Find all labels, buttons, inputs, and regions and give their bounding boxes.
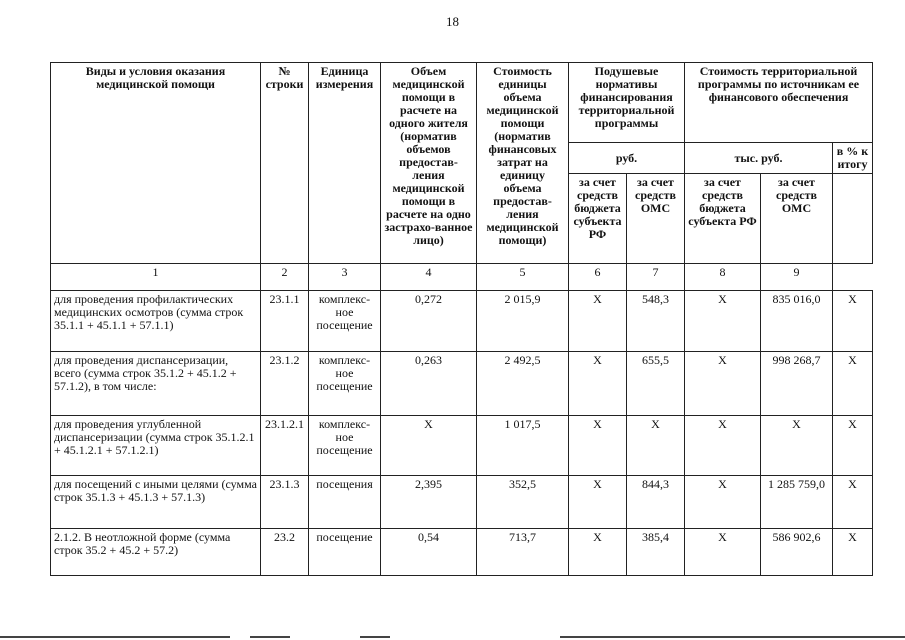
- header-pc-oms: за счет средств ОМС: [627, 174, 685, 264]
- row-volume: X: [381, 416, 477, 476]
- header-rub: руб.: [569, 143, 685, 174]
- row-pr-budget: X: [685, 352, 761, 416]
- row-number: 23.1.3: [261, 476, 309, 529]
- table-row: [51, 416, 873, 476]
- row-pct: X: [833, 416, 873, 476]
- row-pct: X: [833, 352, 873, 416]
- row-number: 23.1.2: [261, 352, 309, 416]
- row-unit: комплекс-ное посещение: [309, 416, 381, 476]
- row-cost: 1 017,5: [477, 416, 569, 476]
- row-cost: 352,5: [477, 476, 569, 529]
- row-pc-oms: 655,5: [627, 352, 685, 416]
- header-cost: Стоимость единицы объема медицинской помощи (норматив финансовых затрат на единицу объема предостав-ления медицинской помощи): [477, 63, 569, 264]
- column-number: 9: [761, 264, 833, 291]
- row-pr-oms: X: [761, 416, 833, 476]
- row-cost: 2 015,9: [477, 291, 569, 352]
- header-thous-rub: тыс. руб.: [685, 143, 833, 174]
- header-volume: Объем медицинской помощи в расчете на одного жителя (норматив объемов предостав-ления медицинской помощи в расчете на одно застрахо-ванное лицо): [381, 63, 477, 264]
- row-unit: комплекс-ное посещение: [309, 291, 381, 352]
- row-pc-budget: X: [569, 416, 627, 476]
- row-pc-oms: 385,4: [627, 529, 685, 576]
- header-program-cost: Стоимость территориальной программы по источникам ее финансового обеспечения: [685, 63, 873, 143]
- row-pc-budget: X: [569, 529, 627, 576]
- row-pr-budget: X: [685, 529, 761, 576]
- row-pc-budget: X: [569, 476, 627, 529]
- row-pc-oms: 844,3: [627, 476, 685, 529]
- page-number: 18: [446, 14, 459, 29]
- column-numbers-row: [51, 264, 873, 291]
- row-pct: X: [833, 529, 873, 576]
- medical-care-table: [50, 62, 873, 576]
- header-pr-oms: за счет средств ОМС: [761, 174, 833, 264]
- column-number: 8: [685, 264, 761, 291]
- scan-edge-line: [250, 636, 290, 638]
- row-pr-oms: 586 902,6: [761, 529, 833, 576]
- row-pr-budget: X: [685, 416, 761, 476]
- header-row-no: № строки: [261, 63, 309, 264]
- column-number: 5: [477, 264, 569, 291]
- row-cost: 2 492,5: [477, 352, 569, 416]
- row-volume: 2,395: [381, 476, 477, 529]
- row-pc-budget: X: [569, 291, 627, 352]
- column-number: 6: [569, 264, 627, 291]
- header-unit: Единица измерения: [309, 63, 381, 264]
- scan-edge-line: [560, 636, 905, 638]
- row-pr-oms: 998 268,7: [761, 352, 833, 416]
- row-cost: 713,7: [477, 529, 569, 576]
- row-unit: комплекс-ное посещение: [309, 352, 381, 416]
- column-number: 4: [381, 264, 477, 291]
- row-label: 2.1.2. В неотложной форме (сумма строк 35.2 + 45.2 + 57.2): [51, 529, 261, 576]
- row-pc-oms: 548,3: [627, 291, 685, 352]
- row-label: для проведения профилактических медицинских осмотров (сумма строк 35.1.1 + 45.1.1 + 57.1.1): [51, 291, 261, 352]
- header-pc-budget: за счет средств бюджета субъекта РФ: [569, 174, 627, 264]
- row-pc-budget: X: [569, 352, 627, 416]
- row-number: 23.1.1: [261, 291, 309, 352]
- header-percent: в % к итогу: [833, 143, 873, 174]
- header-pr-budget: за счет средств бюджета субъекта РФ: [685, 174, 761, 264]
- header-per-capita: Подушевые нормативы финансирования территориальной программы: [569, 63, 685, 143]
- header-kind: Виды и условия оказания медицинской помощи: [51, 63, 261, 264]
- row-volume: 0,272: [381, 291, 477, 352]
- table-row: [51, 352, 873, 416]
- row-volume: 0,263: [381, 352, 477, 416]
- row-unit: посещения: [309, 476, 381, 529]
- row-pct: X: [833, 291, 873, 352]
- scan-edge-line: [0, 636, 230, 638]
- table-row: [51, 476, 873, 529]
- column-number: 2: [261, 264, 309, 291]
- table-row: [51, 529, 873, 576]
- header-empty: [833, 174, 873, 264]
- scan-edge-line: [360, 636, 390, 638]
- row-label: для проведения углубленной диспансеризации (сумма строк 35.1.2.1 + 45.1.2.1 + 57.1.2.1): [51, 416, 261, 476]
- row-volume: 0,54: [381, 529, 477, 576]
- row-number: 23.1.2.1: [261, 416, 309, 476]
- column-number: 7: [627, 264, 685, 291]
- column-number: 1: [51, 264, 261, 291]
- table-row: [51, 291, 873, 352]
- row-pc-oms: X: [627, 416, 685, 476]
- row-pr-oms: 1 285 759,0: [761, 476, 833, 529]
- row-pr-budget: X: [685, 476, 761, 529]
- column-number: 3: [309, 264, 381, 291]
- row-number: 23.2: [261, 529, 309, 576]
- row-label: для проведения диспансеризации, всего (сумма строк 35.1.2 + 45.1.2 + 57.1.2), в том числе:: [51, 352, 261, 416]
- row-pct: X: [833, 476, 873, 529]
- row-unit: посещение: [309, 529, 381, 576]
- row-label: для посещений с иными целями (сумма строк 35.1.3 + 45.1.3 + 57.1.3): [51, 476, 261, 529]
- row-pr-budget: X: [685, 291, 761, 352]
- row-pr-oms: 835 016,0: [761, 291, 833, 352]
